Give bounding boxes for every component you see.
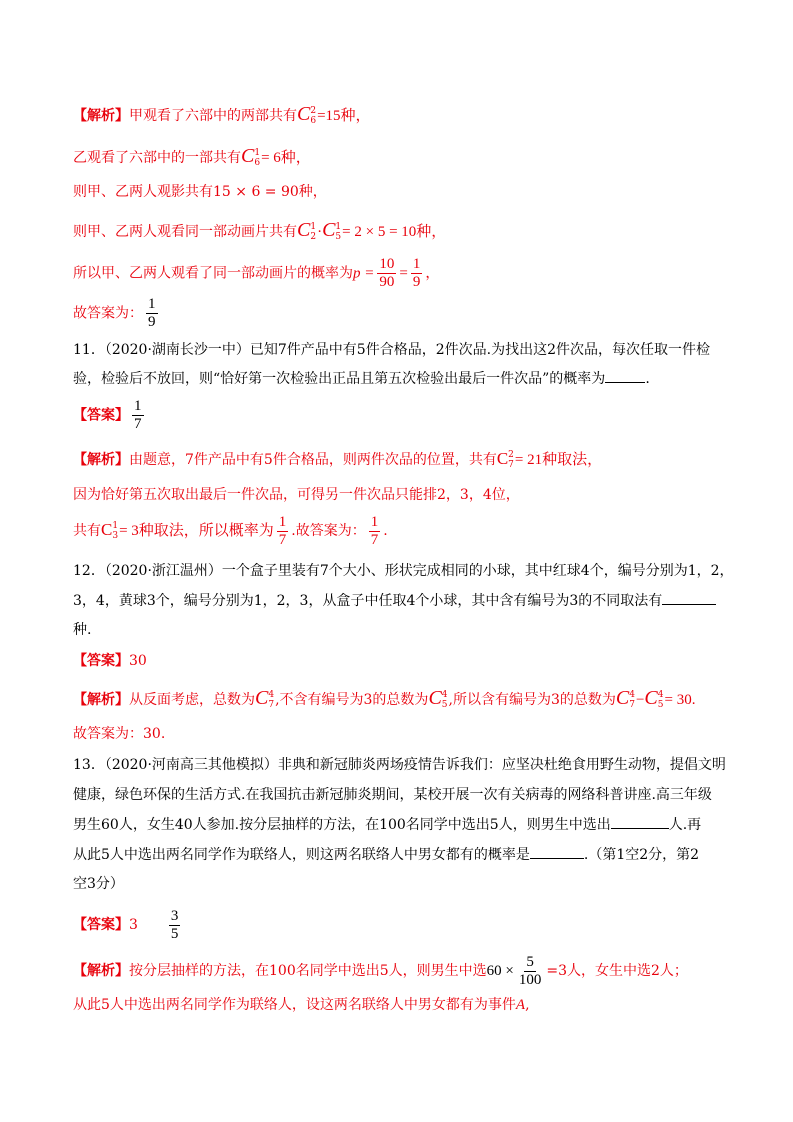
q11-analysis-line-2: 因为恰好第五次取出最后一件次品，可得另一件次品只能排2，3，4位， — [73, 487, 520, 503]
p10-analysis-line-3: 则甲、乙两人观影共有15 × 6 = 90种， — [73, 184, 327, 200]
fraction: $\frac{10}{90}$ — [379, 256, 395, 290]
answer-blank — [662, 591, 716, 605]
q11-analysis-line-1: 【解析】由题意，7件产品中有5件合格品，则两件次品的位置，共有C 2 7 = 21种取法， — [73, 449, 603, 470]
analysis-tag: 【解析】 — [73, 452, 129, 468]
answer-blank — [605, 369, 645, 383]
p10-analysis-line-2: 乙观看了六部中的一部共有C 1 6 = 6种， — [73, 145, 311, 168]
answer-blank — [611, 815, 669, 829]
q11-stem-line-2: 验，检验后不放回，则“恰好第一次检验出正品且第五次检验出最后一件次品”的概率为 . — [73, 371, 650, 387]
p10-analysis-line-1: 【解析】甲观看了六部中的两部共有C 2 6 =15种， — [73, 103, 371, 126]
fraction: $\frac{1}{9}$ — [412, 256, 421, 290]
analysis-tag: 【解析】 — [73, 108, 129, 124]
q12-answer-line: 【答案】30 — [73, 653, 147, 669]
q11-stem-line-1: 11．（2020·湖南长沙一中）已知7件产品中有5件合格品，2件次品.为找出这2件次品，每次任取一件检 — [73, 342, 710, 358]
q13-stem-line-2: 健康，绿色环保的生活方式.在我国抗击新冠肺炎期间，某校开展一次有关病毒的网络科普讲座.高三年级 — [73, 787, 712, 803]
fraction: $\frac{1}{9}$ — [148, 296, 156, 330]
q12-analysis-line-1: 【解析】从反面考虑，总数为C 4 7 ,不含有编号为3的总数为C 4 5 ,所以含有编号为3的总数为C 4 7 −C 4 5 = 30. — [73, 687, 696, 710]
q13-stem-line-3: 男生60人，女生40人参加.按分层抽样的方法，在100名同学中选出5人，则男生中选出 人.再 — [73, 817, 702, 833]
q13-stem-line-1: 13．（2020·河南高三其他模拟）非典和新冠肺炎两场疫情告诉我们：应坚决杜绝食用野生动物，提倡文明 — [73, 757, 726, 773]
q13-stem-line-5: 空3分） — [73, 876, 124, 892]
p10-analysis-line-5: 所以甲、乙两人观看了同一部动画片的概率为p = $\frac{10}{90}$ = $\frac{1}{9}$ ， — [73, 256, 440, 290]
answer-tag: 【答案】 — [73, 407, 129, 424]
answer-tag: 【答案】 — [73, 917, 129, 933]
analysis-tag: 【解析】 — [73, 963, 129, 979]
fraction: $\frac{1}{7}$ — [278, 513, 287, 548]
fraction: $\frac{1}{7}$ — [370, 513, 379, 548]
analysis-tag: 【解析】 — [73, 692, 129, 708]
q12-stem-line-1: 12．（2020·浙江温州）一个盒子里装有7个大小、形状完成相同的小球，其中红球4个，编号分别为1，2， — [73, 563, 734, 579]
q13-answer-line: 【答案】3 $\frac{3}{5}$ — [73, 907, 179, 942]
p10-final-answer-line: 故答案为： $\frac{1}{9}$ — [73, 296, 156, 330]
q12-stem-line-3: 种. — [73, 622, 92, 638]
q11-answer-line — [73, 398, 723, 432]
q11-analysis-line-3: 共有C 1 3 = 3种取法，所以概率为 $\frac{1}{7}$ .故答案为： $\frac{1}{7}$ . — [73, 513, 388, 548]
answer-blank — [530, 845, 584, 859]
q13-analysis-line-2: 从此5人中选出两名同学作为联络人，设这两名联络人中男女都有为事件A, — [73, 997, 530, 1013]
q13-stem-line-4: 从此5人中选出两名同学作为联络人，则这两名联络人中男女都有的概率是 .（第1空2分，第2 — [73, 847, 700, 863]
q12-analysis-line-2: 故答案为：30. — [73, 726, 166, 742]
q12-stem-line-2: 3，4，黄球3个，编号分别为1，2，3，从盒子中任取4个小球，其中含有编号为3的不同取法有 — [73, 591, 723, 611]
answer-tag: 【答案】 — [73, 653, 129, 669]
p10-analysis-line-4: 则甲、乙两人观看同一部动画片共有C 1 2 ·C 1 5 = 2 × 5 = 10种， — [73, 219, 447, 242]
fraction: $\frac{3}{5}$ — [170, 907, 179, 942]
fraction: $\frac{1}{7}$ — [134, 398, 142, 432]
fraction: $\frac{5}{100}$ — [518, 953, 542, 988]
q13-analysis-line-1: 【解析】按分层抽样的方法，在100名同学中选出5人，则男生中选60 × $\frac{5}{100}$ =3人，女生中选2人； — [73, 953, 688, 988]
